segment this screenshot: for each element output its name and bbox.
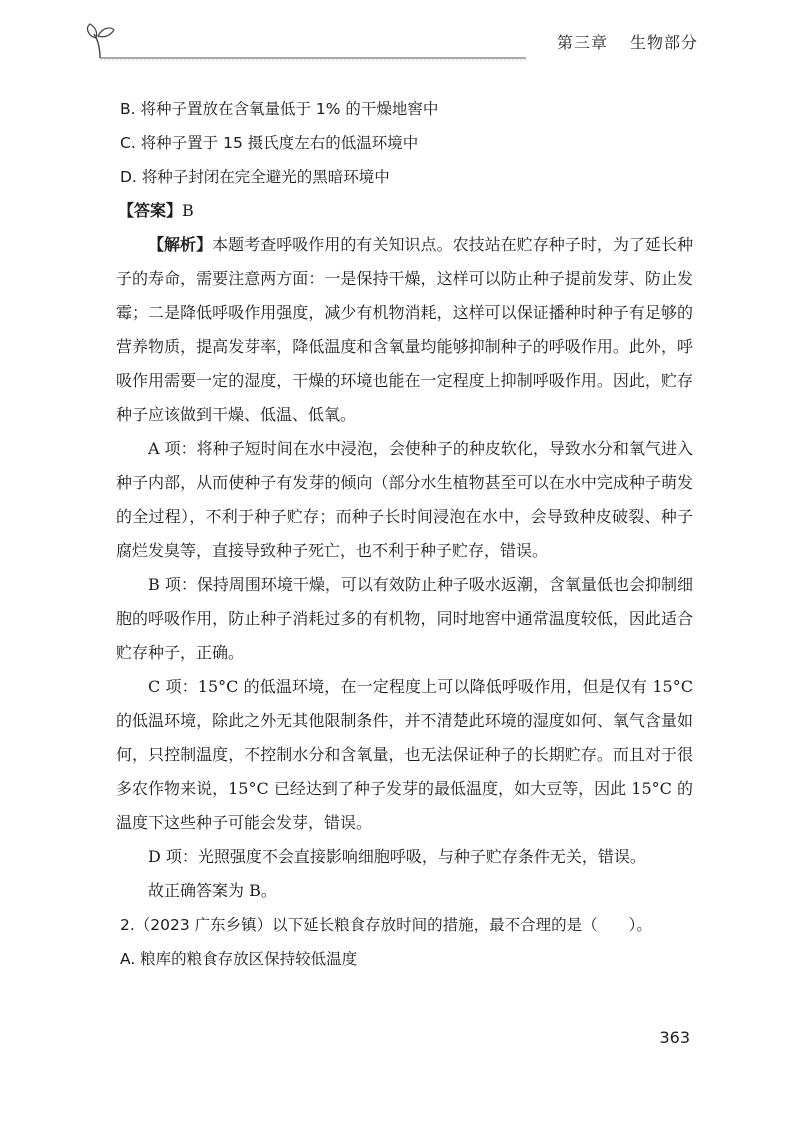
page-number: 363: [659, 1028, 690, 1047]
item-c-label: C 项：: [148, 677, 198, 696]
item-a-paragraph: [116, 432, 693, 568]
chapter-label: 第三章: [556, 33, 608, 52]
answer-line: [118, 194, 693, 228]
item-b-paragraph: [116, 568, 693, 670]
page-body: [118, 92, 693, 976]
item-b-label: B 项：: [148, 575, 197, 594]
option-d: D. 将种子封闭在完全避光的黑暗环境中: [120, 168, 390, 186]
item-a-label: A 项：: [148, 439, 197, 458]
page-header: [86, 18, 698, 62]
item-d-text: 光照强度不会直接影响细胞呼吸，与种子贮存条件无关，错误。: [197, 847, 646, 866]
running-header: [551, 30, 698, 53]
item-d-label: D 项：: [148, 847, 198, 866]
option-c: C. 将种子置于 15 摄氏度左右的低温环境中: [120, 134, 419, 152]
item-b-text: 保持周围环境干燥，可以有效防止种子吸水返潮，含氧量低也会抑制细胞的呼吸作用，防止种子消耗过多的有机物，同时地窖中通常温度较低，因此适合贮存种子，正确。: [116, 575, 693, 662]
item-a-text: 将种子短时间在水中浸泡，会使种子的种皮软化，导致水分和氧气进入种子内部，从而使种子有发芽的倾向（部分水生植物甚至可以在水中完成种子萌发的全过程），不利于种子贮存；而种子长时间浸泡在水中，会导致种皮破裂、种子腐烂发臭等，直接导致种子死亡，也不利于种子贮存，错误。: [116, 439, 693, 560]
analysis-paragraph: [116, 228, 693, 432]
question-2-stem: 2.（2023 广东乡镇）以下延长粮食存放时间的措施，最不合理的是（ ）。: [120, 916, 652, 934]
item-c-text: 15°C 的低温环境，在一定程度上可以降低呼吸作用，但是仅有 15°C 的低温环境，除此之外无其他限制条件，并不清楚此环境的湿度如何、氧气含量如何，只控制温度，不控制水分和含氧量，也无法保证种子的长期贮存。而且对于很多农作物来说，15°C 已经达到了种子发芽的最低温度，如大豆等，因此 15°C 的温度下这些种子可能会发芽，错误。: [116, 677, 693, 832]
analysis-label: 【解析】: [148, 235, 213, 254]
option-b: B. 将种子置放在含氧量低于 1% 的干燥地窖中: [120, 100, 439, 118]
answer-value: B: [182, 201, 194, 220]
item-c-paragraph: [116, 670, 693, 840]
conclusion: 故正确答案为 B。: [148, 881, 277, 900]
item-d-paragraph: [116, 840, 693, 874]
analysis-text: 本题考查呼吸作用的有关知识点。农技站在贮存种子时，为了延长种子的寿命，需要注意两方面：一是保持干燥，这样可以防止种子提前发芽、防止发霉；二是降低呼吸作用强度，减少有机物消耗，这样可以保证播种时种子有足够的营养物质，提高发芽率，降低温度和含氧量均能够抑制种子的呼吸作用。此外，呼吸作用需要一定的湿度，干燥的环境也能在一定程度上抑制呼吸作用。因此，贮存种子应该做到干燥、低温、低氧。: [116, 235, 693, 424]
question-2-option-a: A. 粮库的粮食存放区保持较低温度: [120, 950, 358, 968]
section-title: 生物部分: [629, 33, 698, 52]
answer-label: 【答案】: [118, 201, 183, 220]
